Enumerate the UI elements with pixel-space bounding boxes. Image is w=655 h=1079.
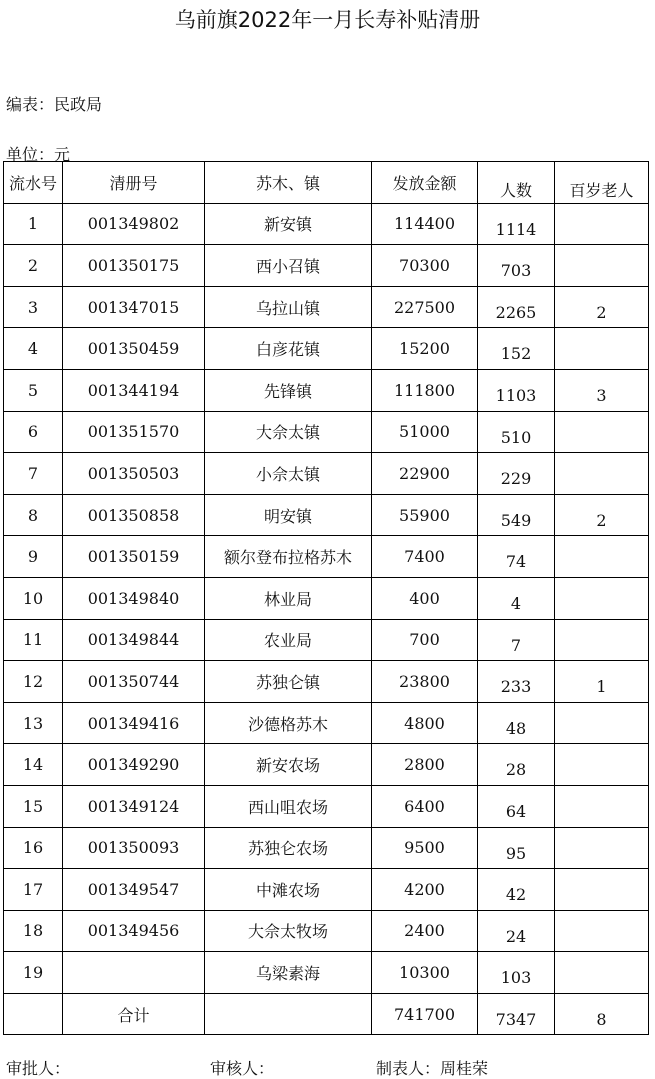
table-row <box>4 453 649 495</box>
seq-cell: 2 <box>4 245 63 287</box>
seq-cell: 4 <box>4 328 63 370</box>
subsidy-table <box>3 161 649 1035</box>
table-row <box>4 536 649 578</box>
table-row <box>4 744 649 786</box>
total-seq-cell <box>4 993 63 1035</box>
header-seq: 流水号 <box>4 162 63 204</box>
people-cell: 64 <box>478 785 555 827</box>
register-cell: 001350744 <box>63 661 205 703</box>
centenarians-cell <box>555 952 649 994</box>
seq-cell: 7 <box>4 453 63 495</box>
register-cell: 001350175 <box>63 245 205 287</box>
document-title: 乌前旗2022年一月长寿补贴清册 <box>174 8 481 32</box>
total-people: 7347 <box>478 993 555 1035</box>
total-town-cell <box>205 993 372 1035</box>
seq-cell: 18 <box>4 910 63 952</box>
people-cell: 48 <box>478 702 555 744</box>
town-cell: 新安镇 <box>205 203 372 245</box>
header-town: 苏木、镇 <box>205 162 372 204</box>
amount-cell: 4800 <box>372 702 478 744</box>
centenarians-cell: 3 <box>555 369 649 411</box>
town-cell: 白彦花镇 <box>205 328 372 370</box>
amount-cell: 22900 <box>372 453 478 495</box>
centenarians-cell: 1 <box>555 661 649 703</box>
amount-cell: 227500 <box>372 286 478 328</box>
amount-cell: 4200 <box>372 869 478 911</box>
centenarians-cell <box>555 328 649 370</box>
table-row <box>4 369 649 411</box>
seq-cell: 9 <box>4 536 63 578</box>
amount-cell: 70300 <box>372 245 478 287</box>
centenarians-cell <box>555 536 649 578</box>
town-cell: 西小召镇 <box>205 245 372 287</box>
town-cell: 大佘太镇 <box>205 411 372 453</box>
register-cell: 001344194 <box>63 369 205 411</box>
amount-cell: 7400 <box>372 536 478 578</box>
register-cell: 001350858 <box>63 494 205 536</box>
town-cell: 小佘太镇 <box>205 453 372 495</box>
compiler-line: 编表：民政局 <box>6 95 103 114</box>
town-cell: 新安农场 <box>205 744 372 786</box>
seq-cell: 19 <box>4 952 63 994</box>
seq-cell: 15 <box>4 785 63 827</box>
seq-cell: 13 <box>4 702 63 744</box>
town-cell: 苏独仑农场 <box>205 827 372 869</box>
total-centenarians: 8 <box>555 993 649 1035</box>
seq-cell: 3 <box>4 286 63 328</box>
centenarians-cell <box>555 619 649 661</box>
centenarians-cell <box>555 785 649 827</box>
register-cell: 001350159 <box>63 536 205 578</box>
register-cell: 001349416 <box>63 702 205 744</box>
table-row <box>4 577 649 619</box>
seq-cell: 10 <box>4 577 63 619</box>
centenarians-cell <box>555 869 649 911</box>
amount-cell: 700 <box>372 619 478 661</box>
register-cell: 001350459 <box>63 328 205 370</box>
amount-cell: 55900 <box>372 494 478 536</box>
centenarians-cell <box>555 827 649 869</box>
register-cell: 001349840 <box>63 577 205 619</box>
centenarians-cell <box>555 577 649 619</box>
register-cell: 001349844 <box>63 619 205 661</box>
people-cell: 74 <box>478 536 555 578</box>
town-cell: 先锋镇 <box>205 369 372 411</box>
amount-cell: 15200 <box>372 328 478 370</box>
table-row <box>4 245 649 287</box>
table-row <box>4 328 649 370</box>
table-row <box>4 661 649 703</box>
amount-cell: 6400 <box>372 785 478 827</box>
table-row <box>4 827 649 869</box>
total-label: 合计 <box>63 993 205 1035</box>
centenarians-cell <box>555 702 649 744</box>
seq-cell: 11 <box>4 619 63 661</box>
table-row <box>4 702 649 744</box>
centenarians-cell <box>555 744 649 786</box>
people-cell: 24 <box>478 910 555 952</box>
header-row <box>4 162 649 204</box>
register-cell: 001349290 <box>63 744 205 786</box>
people-cell: 42 <box>478 869 555 911</box>
reviewer-label: 审核人： <box>210 1059 275 1078</box>
centenarians-cell: 2 <box>555 286 649 328</box>
table-row <box>4 869 649 911</box>
people-cell: 510 <box>478 411 555 453</box>
table-row <box>4 952 649 994</box>
table-body <box>4 203 649 993</box>
centenarians-cell <box>555 910 649 952</box>
register-cell: 001350093 <box>63 827 205 869</box>
people-cell: 4 <box>478 577 555 619</box>
people-cell: 229 <box>478 453 555 495</box>
seq-cell: 16 <box>4 827 63 869</box>
people-cell: 152 <box>478 328 555 370</box>
table-row <box>4 411 649 453</box>
amount-cell: 400 <box>372 577 478 619</box>
header-amount: 发放金额 <box>372 162 478 204</box>
people-cell: 28 <box>478 744 555 786</box>
seq-cell: 12 <box>4 661 63 703</box>
total-amount: 741700 <box>372 993 478 1035</box>
amount-cell: 114400 <box>372 203 478 245</box>
unit-line: 单位：元 <box>6 145 71 164</box>
table-row <box>4 785 649 827</box>
table-row <box>4 494 649 536</box>
amount-cell: 10300 <box>372 952 478 994</box>
town-cell: 沙德格苏木 <box>205 702 372 744</box>
seq-cell: 17 <box>4 869 63 911</box>
people-cell: 233 <box>478 661 555 703</box>
seq-cell: 1 <box>4 203 63 245</box>
centenarians-cell <box>555 411 649 453</box>
header-register: 清册号 <box>63 162 205 204</box>
people-cell: 703 <box>478 245 555 287</box>
amount-cell: 111800 <box>372 369 478 411</box>
centenarians-cell <box>555 453 649 495</box>
register-cell: 001351570 <box>63 411 205 453</box>
amount-cell: 23800 <box>372 661 478 703</box>
people-cell: 95 <box>478 827 555 869</box>
centenarians-cell <box>555 245 649 287</box>
approver-label: 审批人： <box>6 1059 71 1078</box>
register-cell: 001350503 <box>63 453 205 495</box>
people-cell: 1103 <box>478 369 555 411</box>
centenarians-cell <box>555 203 649 245</box>
register-cell: 001349124 <box>63 785 205 827</box>
people-cell: 7 <box>478 619 555 661</box>
centenarians-cell: 2 <box>555 494 649 536</box>
seq-cell: 6 <box>4 411 63 453</box>
amount-cell: 2400 <box>372 910 478 952</box>
preparer-label: 制表人：周桂荣 <box>376 1059 489 1078</box>
amount-cell: 2800 <box>372 744 478 786</box>
register-cell: 001347015 <box>63 286 205 328</box>
table-row <box>4 910 649 952</box>
total-row <box>4 993 649 1035</box>
people-cell: 2265 <box>478 286 555 328</box>
town-cell: 额尔登布拉格苏木 <box>205 536 372 578</box>
town-cell: 明安镇 <box>205 494 372 536</box>
town-cell: 苏独仑镇 <box>205 661 372 703</box>
seq-cell: 14 <box>4 744 63 786</box>
town-cell: 林业局 <box>205 577 372 619</box>
town-cell: 乌梁素海 <box>205 952 372 994</box>
town-cell: 西山咀农场 <box>205 785 372 827</box>
table-row <box>4 619 649 661</box>
amount-cell: 51000 <box>372 411 478 453</box>
register-cell <box>63 952 205 994</box>
people-cell: 1114 <box>478 203 555 245</box>
amount-cell: 9500 <box>372 827 478 869</box>
town-cell: 大佘太牧场 <box>205 910 372 952</box>
town-cell: 乌拉山镇 <box>205 286 372 328</box>
town-cell: 中滩农场 <box>205 869 372 911</box>
seq-cell: 8 <box>4 494 63 536</box>
people-cell: 103 <box>478 952 555 994</box>
register-cell: 001349802 <box>63 203 205 245</box>
people-cell: 549 <box>478 494 555 536</box>
header-centenarians: 百岁老人 <box>555 162 649 204</box>
seq-cell: 5 <box>4 369 63 411</box>
table-row <box>4 286 649 328</box>
header-people: 人数 <box>478 162 555 204</box>
table-row <box>4 203 649 245</box>
register-cell: 001349547 <box>63 869 205 911</box>
town-cell: 农业局 <box>205 619 372 661</box>
register-cell: 001349456 <box>63 910 205 952</box>
